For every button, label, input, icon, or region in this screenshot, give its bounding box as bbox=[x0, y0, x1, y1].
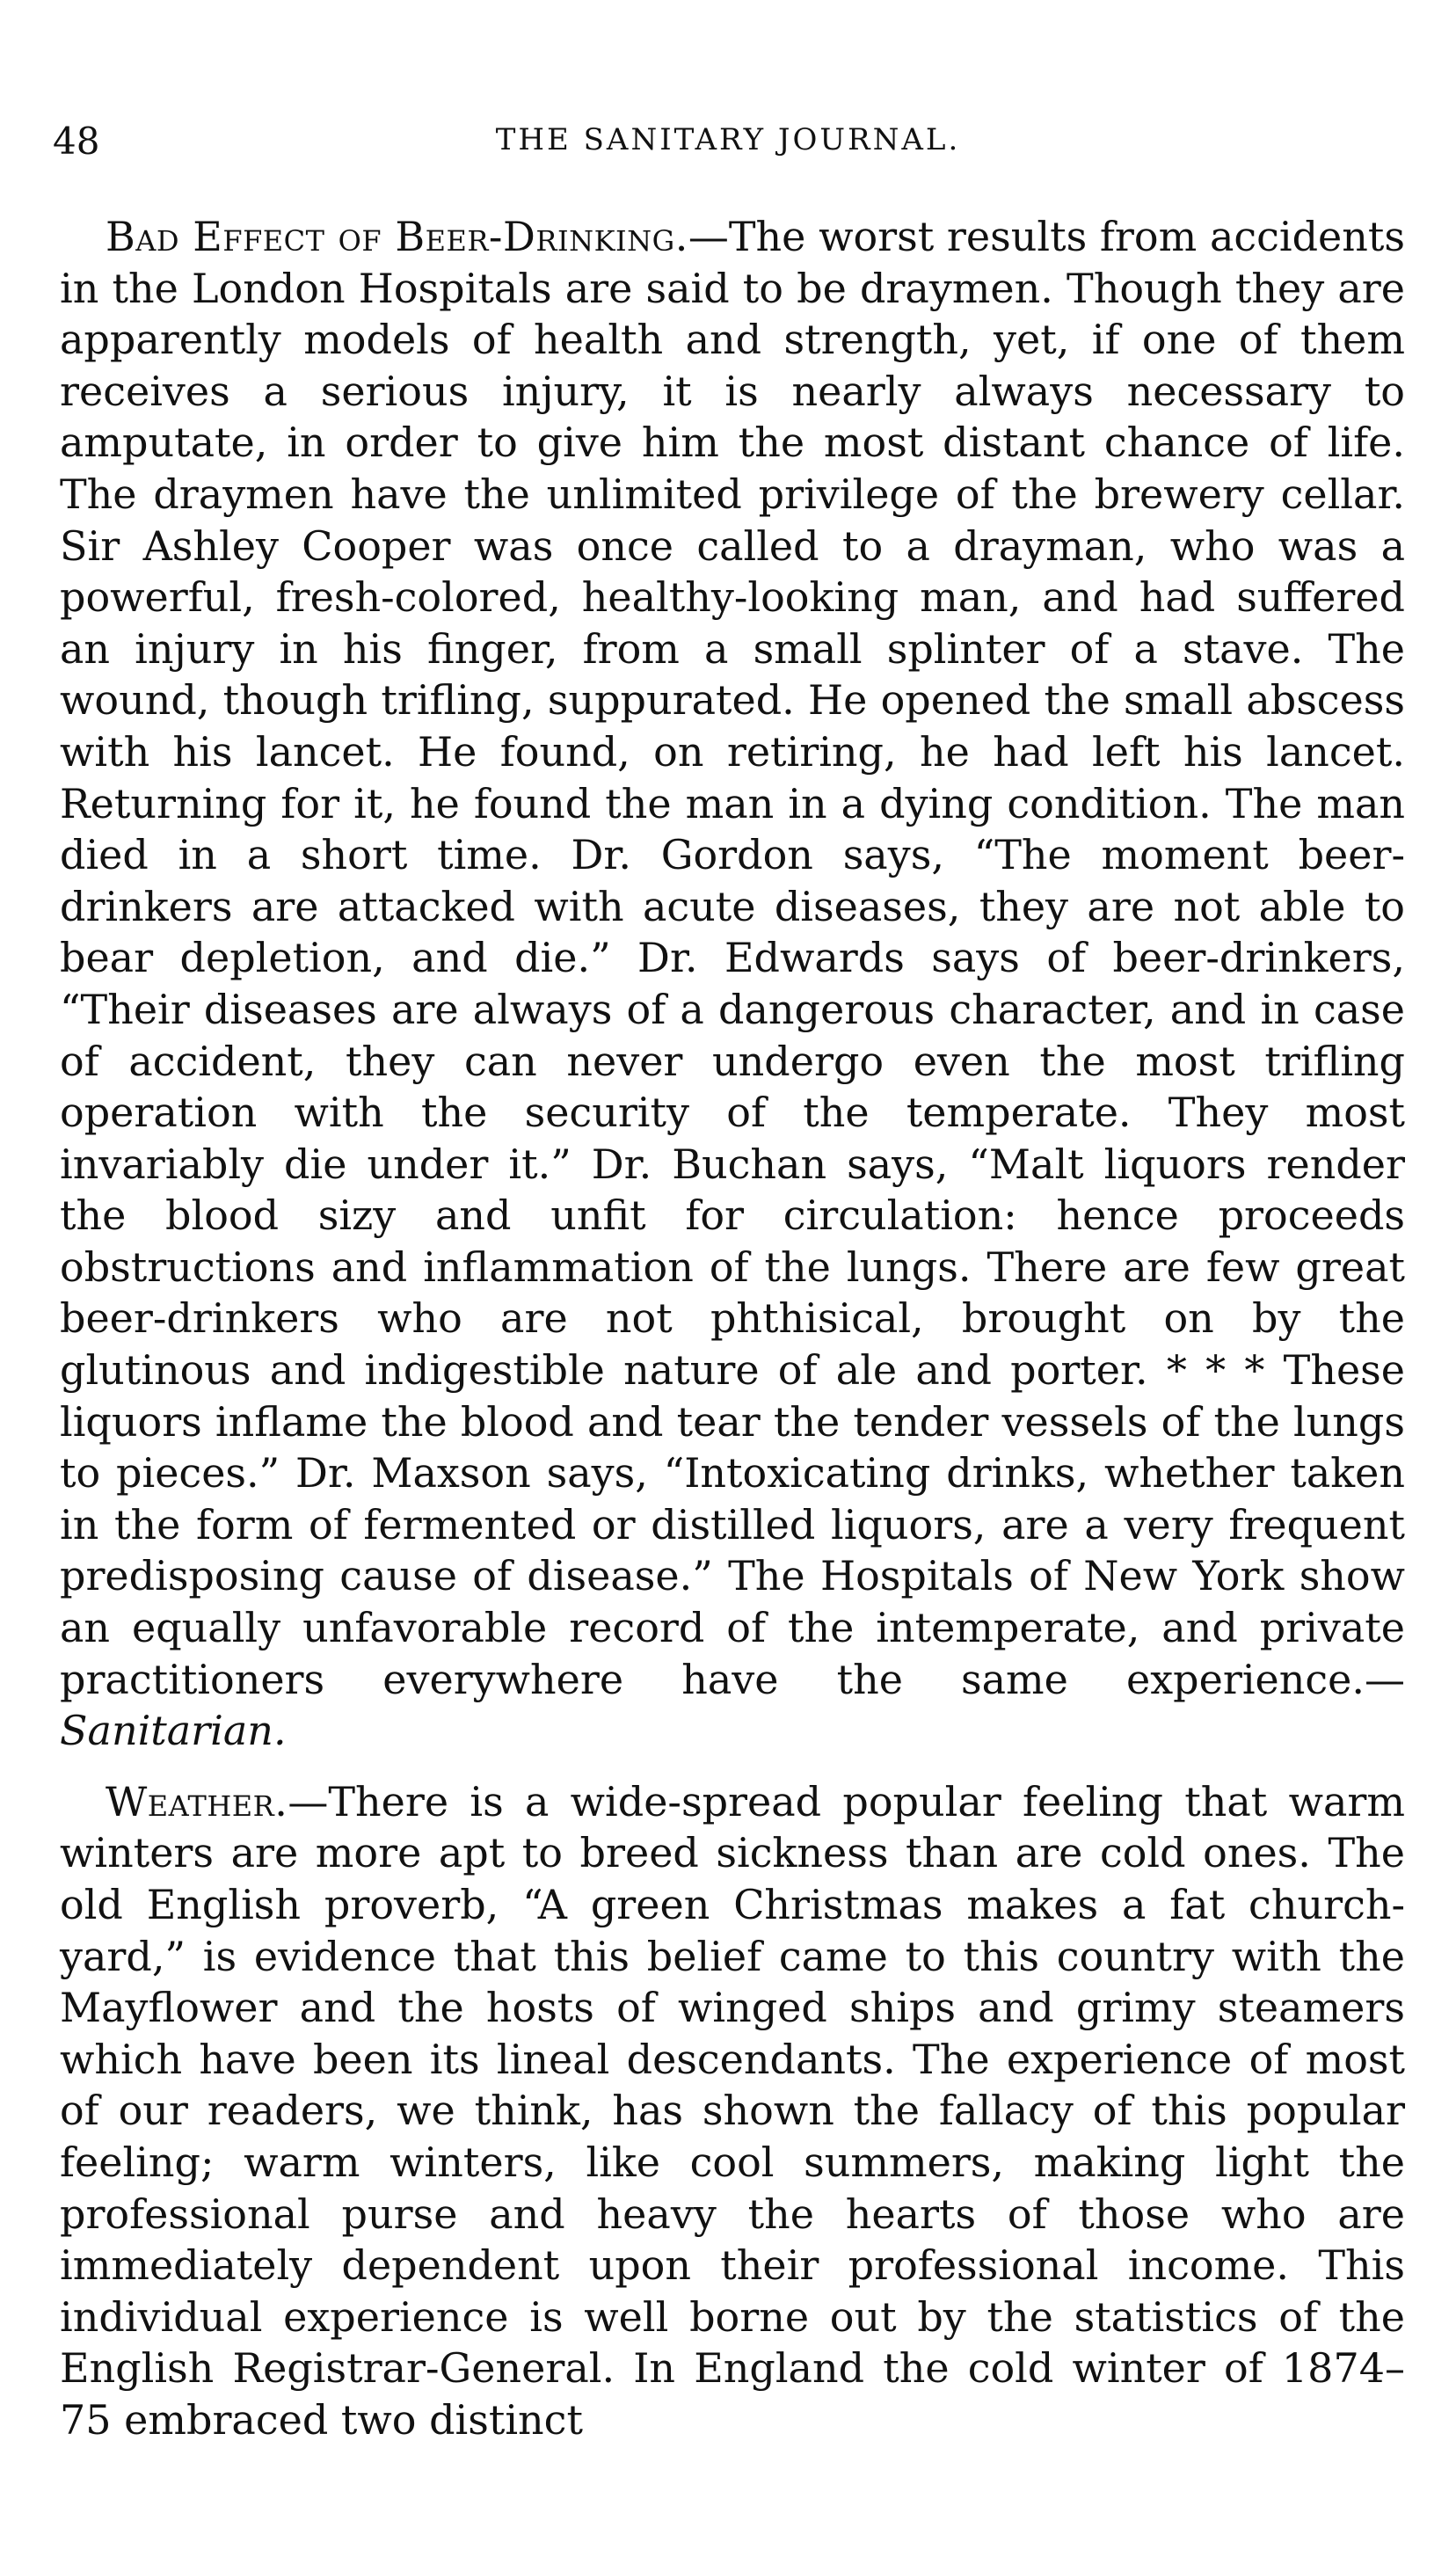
article-source: Sanitarian. bbox=[60, 1707, 287, 1755]
article-heading: Bad Effect of Beer-Drinking. bbox=[106, 213, 688, 260]
running-title: THE SANITARY JOURNAL. bbox=[495, 122, 961, 157]
article-body: —The worst results from accidents in the London Hospitals are said to be draymen. Though they are apparently models of health and strength, yet, if one of them receives a serious injury, it is nearly always necessary to amputate, in order to give him the most distant chance of life. The draymen have the unlimited privilege of the brewery cellar. Sir Ashley Cooper was once called to a drayman, who was a powerful, fresh-colored, healthy-looking man, and had suffered an injury in his finger, from a small splinter of a stave. The wound, though trifling, suppurated. He opened the small abscess with his lancet. He found, on retiring, he had left his lancet. Returning for it, he found the man in a dying condition. The man died in a short time. Dr. Gordon says, “The moment beer-drinkers are attacked with acute diseases, they are not able to bear depletion, and die.” Dr. Edwards says of beer-drinkers, “Their diseases are always of a dangerous character, and in case of accident, they can never undergo even the most trifling operation with the security of the temperate. They most invariably die under it.” Dr. Buchan says, “Malt liquors render the blood sizy and unfit for circulation: hence proceeds obstructions and inflammation of the lungs. There are few great beer-drinkers who are not phthisical, brought on by the glutinous and indigestible nature of ale and porter. * * * These liquors inflame the blood and tear the tender vessels of the lungs to pieces.” Dr. Maxson says, “Intoxicating drinks, whether taken in the form of fermented or distilled liquors, are a very frequent predisposing cause of disease.” The Hospitals of New York show an equally unfavorable record of the intemperate, and private practitioners everywhere have the same experience.— bbox=[60, 213, 1405, 1703]
article-body: —There is a wide-spread popular feeling that warm winters are more apt to breed sickness than are cold ones. The old English proverb, “A green Christmas makes a fat church-yard,” is evidence that this belief came to this country with the Mayflower and the hosts of winged ships and grimy steamers which have been its lineal descendants. The experience of most of our readers, we think, has shown the fallacy of this popular feeling; warm winters, like cool summers, making light the professional purse and heavy the hearts of those who are immediately dependent upon their professional income. This individual experience is well borne out by the statistics of the English Registrar-General. In England the cold winter of 1874–75 embraced two distinct bbox=[60, 1777, 1405, 2444]
article-heading: Weather. bbox=[106, 1777, 288, 1825]
text-column bbox=[60, 211, 1405, 2446]
article-beer-drinking bbox=[60, 211, 1405, 1757]
article-weather bbox=[60, 1776, 1405, 2446]
page-number: 48 bbox=[53, 120, 100, 163]
